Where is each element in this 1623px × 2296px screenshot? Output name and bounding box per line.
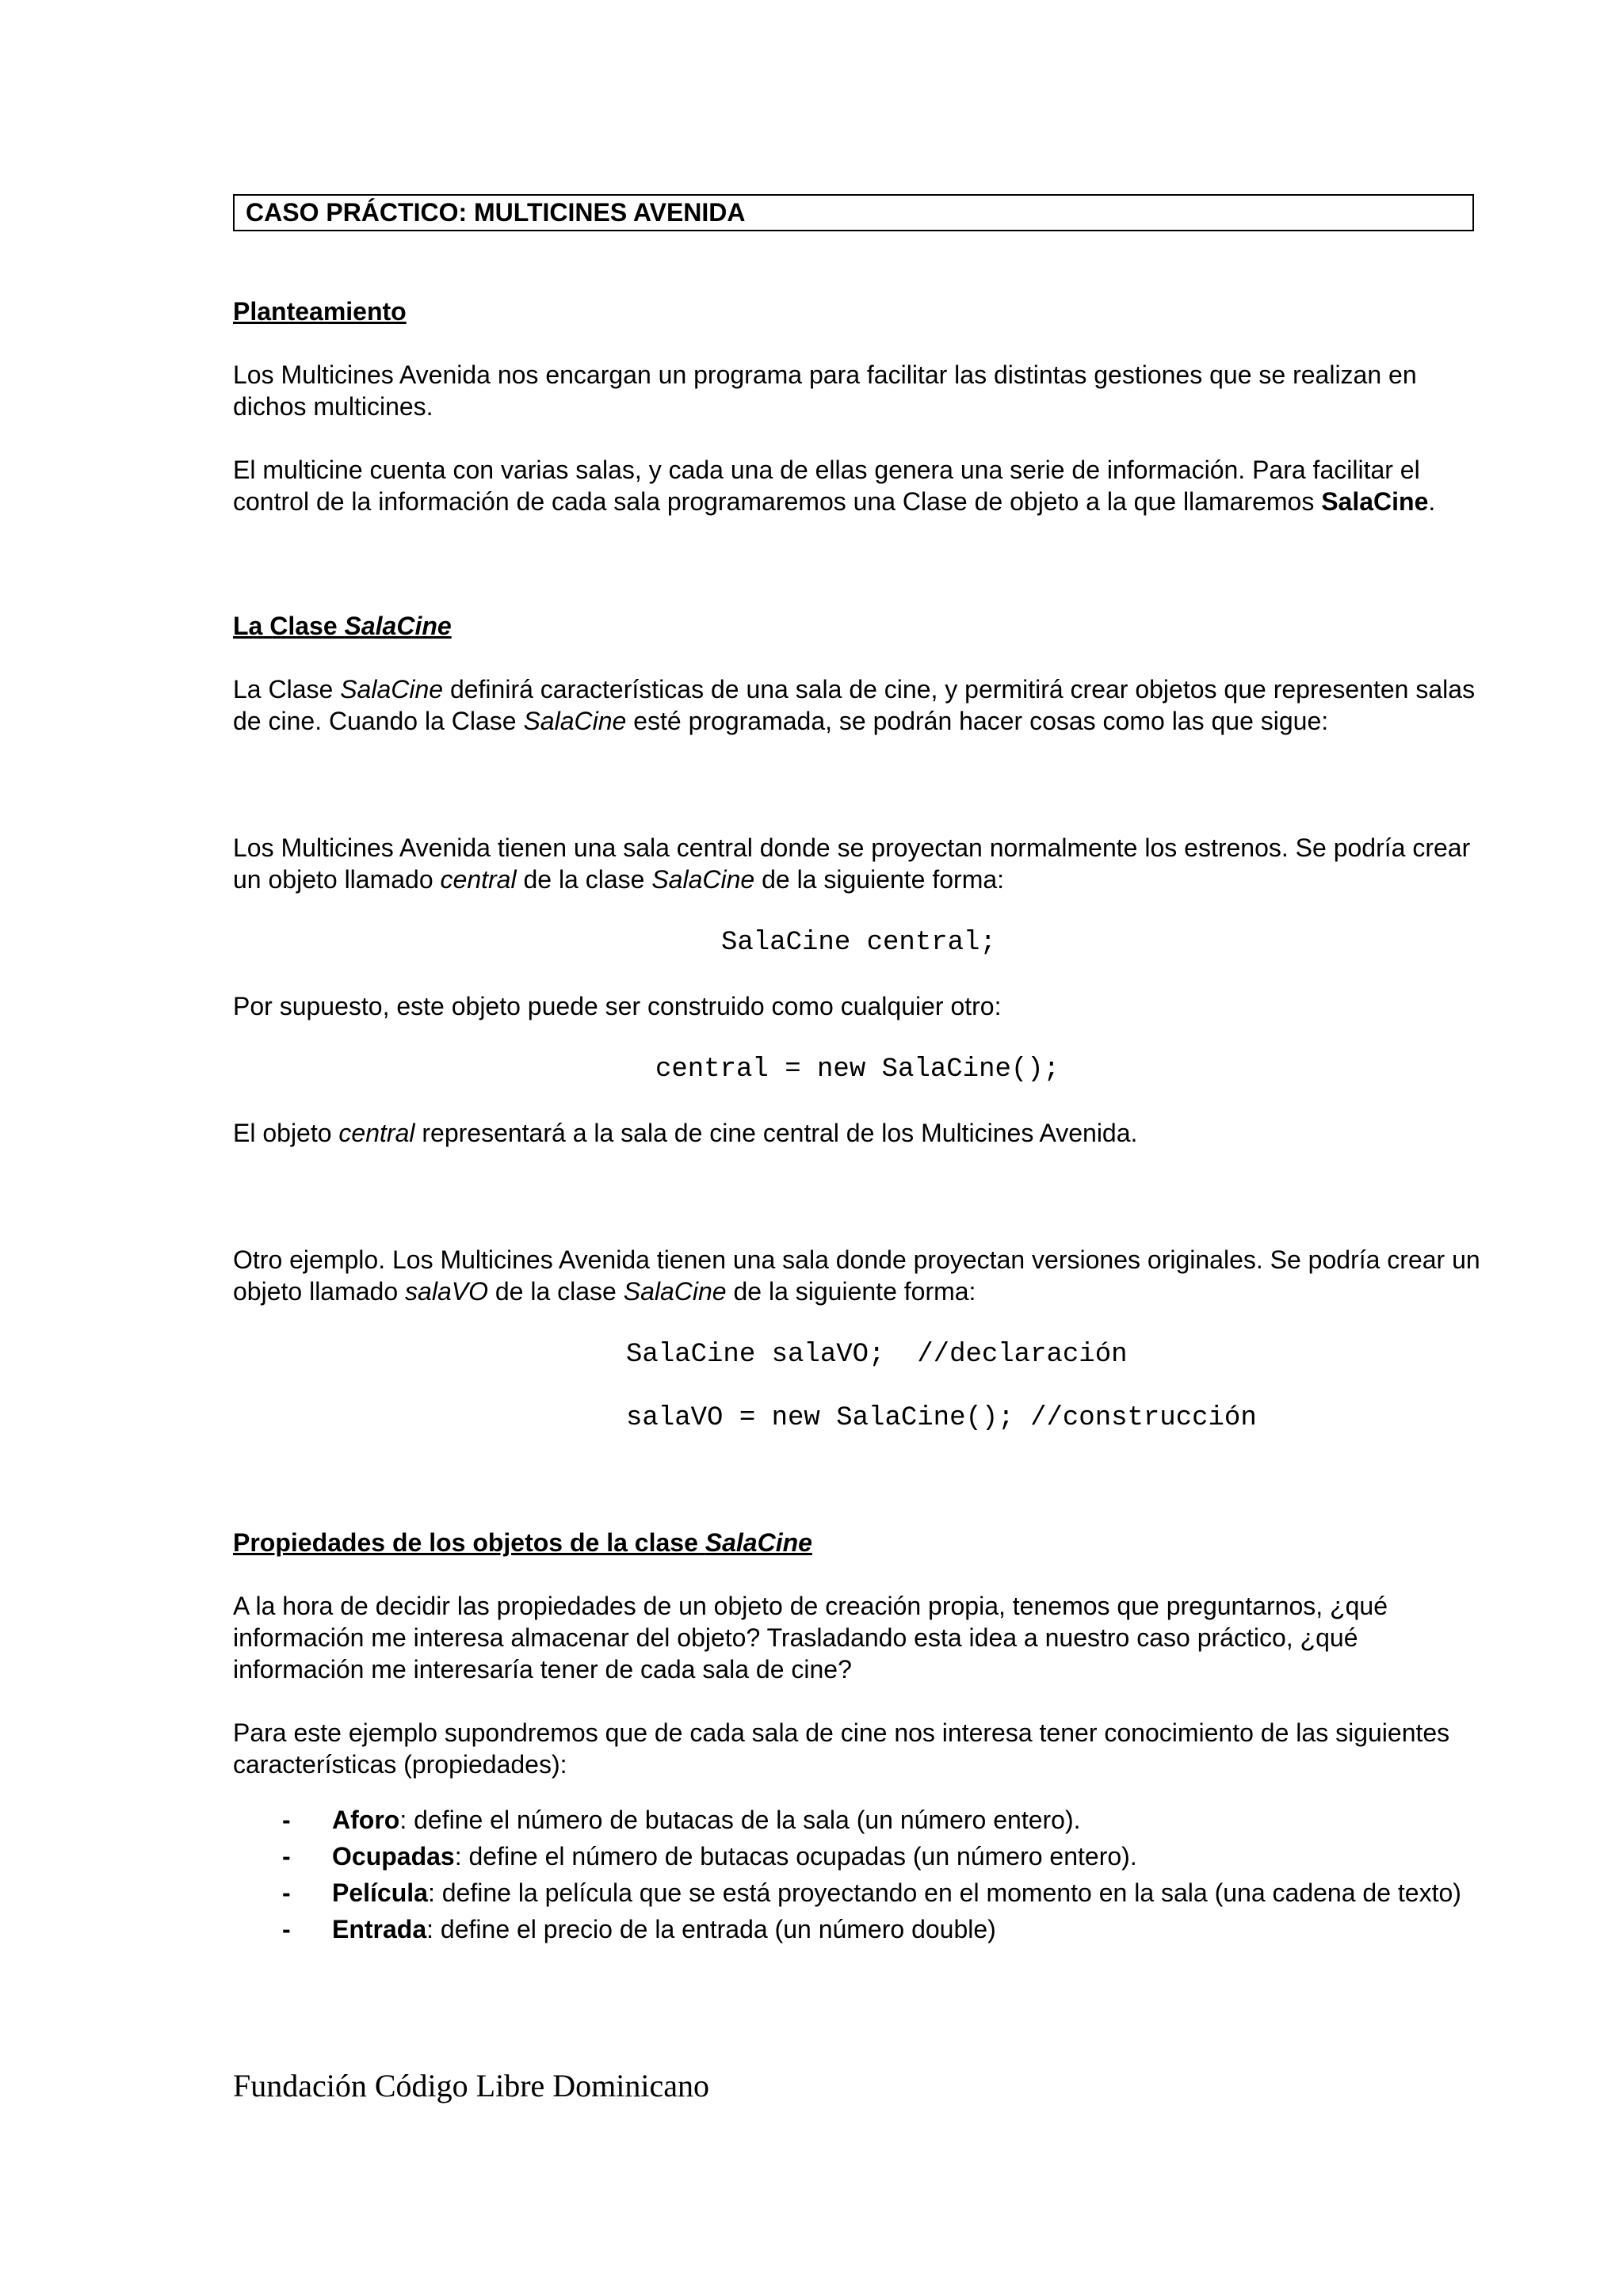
- dash-bullet: -: [282, 1915, 291, 1943]
- text-italic: SalaCine: [340, 675, 444, 704]
- dash-bullet: -: [282, 1806, 291, 1834]
- paragraph-construido: [233, 990, 1485, 1022]
- paragraph-clase-def: [233, 673, 1485, 737]
- heading-class-name: SalaCine: [705, 1528, 812, 1557]
- text: de la clase: [487, 1277, 624, 1306]
- code-declaration-central: SalaCine central;: [721, 928, 996, 958]
- paragraph-multicine: [233, 454, 1485, 517]
- dash-bullet: -: [282, 1842, 291, 1871]
- text: representará a la sala de cine central de los Multicines Avenida.: [414, 1119, 1138, 1147]
- text: de la siguiente forma:: [726, 1277, 976, 1306]
- property-description: : define el precio de la entrada (un número double): [426, 1915, 996, 1943]
- text-italic: central: [440, 865, 517, 894]
- paragraph-supondremos: [233, 1717, 1485, 1780]
- paragraph-otro-ejemplo: [233, 1244, 1485, 1307]
- text: La Clase: [233, 675, 341, 704]
- text: esté programada, se podrán hacer cosas como las que sigue:: [626, 707, 1329, 735]
- text: Por supuesto, este objeto puede ser construido como cualquier otro:: [233, 992, 1002, 1020]
- list-item: [233, 1804, 1485, 1836]
- property-description: : define la película que se está proyectando en el momento en la sala (una cadena de texto): [427, 1878, 1461, 1907]
- text: Para este ejemplo supondremos que de cada sala de cine nos interesa tener conocimiento de las siguientes características (propiedades):: [233, 1718, 1450, 1779]
- text: definirá características de una sala de cine, y permitirá crear objetos que representen salas de cine. Cuando la Clase: [233, 675, 1476, 735]
- text: de la siguiente forma:: [754, 865, 1005, 894]
- list-item: [233, 1877, 1485, 1909]
- text-italic: salaVO: [405, 1277, 488, 1306]
- text: de la clase: [516, 865, 652, 894]
- code-declaration-salavo: SalaCine salaVO; //declaración: [626, 1340, 1128, 1370]
- paragraph-objeto-central: [233, 1117, 1485, 1149]
- document-title: CASO PRÁCTICO: MULTICINES AVENIDA: [233, 194, 1474, 231]
- text: El objeto: [233, 1119, 339, 1147]
- heading-class-name: SalaCine: [344, 612, 452, 640]
- property-term: Aforo: [332, 1806, 400, 1834]
- text: A la hora de decidir las propiedades de un objeto de creación propia, tenemos que preguntarnos, ¿qué información me interesa almacenar del objeto? Trasladando esta idea a nuestro caso práctico, ¿qué información me interesaría tener de cada sala de cine?: [233, 1592, 1388, 1684]
- text: El multicine cuenta con varias salas, y cada una de ellas genera una serie de información. Para facilitar el control de la información de cada sala programaremos una Clase de objeto a la que llamaremos: [233, 456, 1420, 516]
- text-italic: SalaCine: [623, 1277, 727, 1306]
- code-construction-salavo: salaVO = new SalaCine(); //construcción: [626, 1403, 1257, 1433]
- heading-text: La Clase: [233, 612, 345, 640]
- text-italic: SalaCine: [523, 707, 627, 735]
- heading-text: Propiedades de los objetos de la clase: [233, 1528, 705, 1557]
- properties-list: [233, 1804, 1485, 1950]
- heading-clase-salacine: [233, 610, 452, 642]
- property-term: Entrada: [332, 1915, 427, 1943]
- property-description: : define el número de butacas de la sala (un número entero).: [399, 1806, 1081, 1834]
- text-italic: SalaCine: [651, 865, 755, 894]
- heading-planteamiento: Planteamiento: [233, 297, 407, 326]
- property-term: Película: [332, 1878, 428, 1907]
- dash-bullet: -: [282, 1878, 291, 1907]
- text: .: [1428, 487, 1436, 516]
- paragraph-intro: [233, 359, 1485, 422]
- intro-text: Los Multicines Avenida nos encargan un programa para facilitar las distintas gestiones que se realizan en dichos multicines.: [233, 360, 1417, 421]
- paragraph-propiedades-intro: [233, 1590, 1485, 1685]
- heading-propiedades: [233, 1527, 812, 1558]
- list-item: [233, 1913, 1485, 1945]
- text: Otro ejemplo. Los Multicines Avenida tienen una sala donde proyectan versiones originales. Se podría crear un objeto llamado: [233, 1245, 1480, 1306]
- text-italic: central: [338, 1119, 415, 1147]
- text: Los Multicines Avenida tienen una sala central donde se proyectan normalmente los estrenos. Se podría crear un objeto llamado: [233, 833, 1471, 894]
- paragraph-sala-central: [233, 832, 1485, 895]
- list-item: [233, 1840, 1485, 1872]
- property-term: Ocupadas: [332, 1842, 455, 1871]
- code-construction-central: central = new SalaCine();: [655, 1055, 1060, 1085]
- property-description: : define el número de butacas ocupadas (un número entero).: [454, 1842, 1137, 1871]
- page-footer: Fundación Código Libre Dominicano: [233, 2068, 710, 2103]
- class-name-bold: SalaCine: [1321, 487, 1429, 516]
